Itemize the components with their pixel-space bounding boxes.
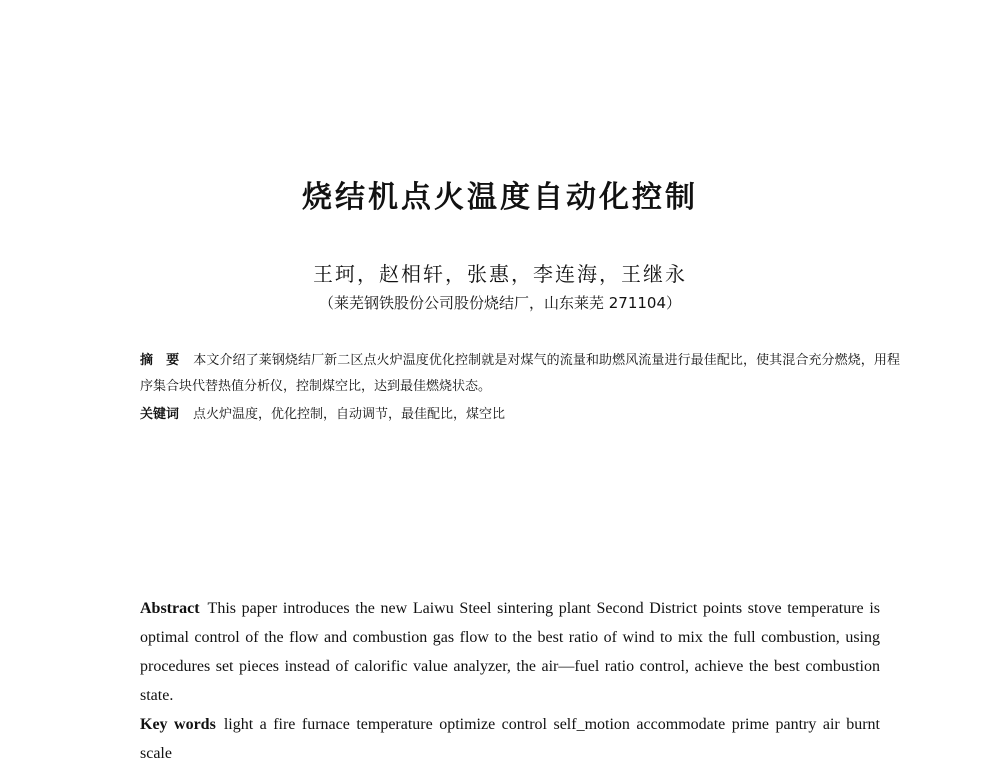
author-list: 王珂，赵相轩，张惠，李连海，王继永 bbox=[313, 262, 687, 286]
english-keywords bbox=[140, 710, 880, 768]
chinese-abstract bbox=[140, 348, 900, 400]
chinese-keywords-text: 点火炉温度，优化控制，自动调节，最佳配比，煤空比 bbox=[193, 407, 506, 422]
english-abstract-label: Abstract bbox=[140, 600, 200, 617]
author-affiliation: （莱芜钢铁股份公司股份烧结厂，山东莱芜 271104） bbox=[318, 294, 682, 312]
paper-title: 烧结机点火温度自动化控制 bbox=[302, 180, 698, 215]
chinese-abstract-label: 摘 要 bbox=[140, 353, 180, 368]
english-abstract bbox=[140, 594, 880, 710]
chinese-keywords bbox=[140, 402, 900, 428]
chinese-abstract-text: 本文介绍了莱钢烧结厂新二区点火炉温度优化控制就是对煤气的流量和助燃风流量进行最佳配比，使其混合充分燃烧，用程序集合块代替热值分析仪，控制煤空比，达到最佳燃烧状态。 bbox=[140, 353, 900, 394]
english-keywords-text: light a fire furnace temperature optimize control self_motion accommodate prime pantry air burnt scale bbox=[140, 716, 880, 762]
chinese-keywords-label: 关键词 bbox=[140, 407, 180, 422]
english-keywords-label: Key words bbox=[140, 716, 216, 733]
english-abstract-text: This paper introduces the new Laiwu Steel sintering plant Second District points stove temperature is optimal control of the flow and combustion gas flow to the best ratio of wind to mix the full combustion, using procedures set pieces instead of calorific value analyzer, the air—fuel ratio control, achieve the best combustion state. bbox=[140, 600, 880, 704]
